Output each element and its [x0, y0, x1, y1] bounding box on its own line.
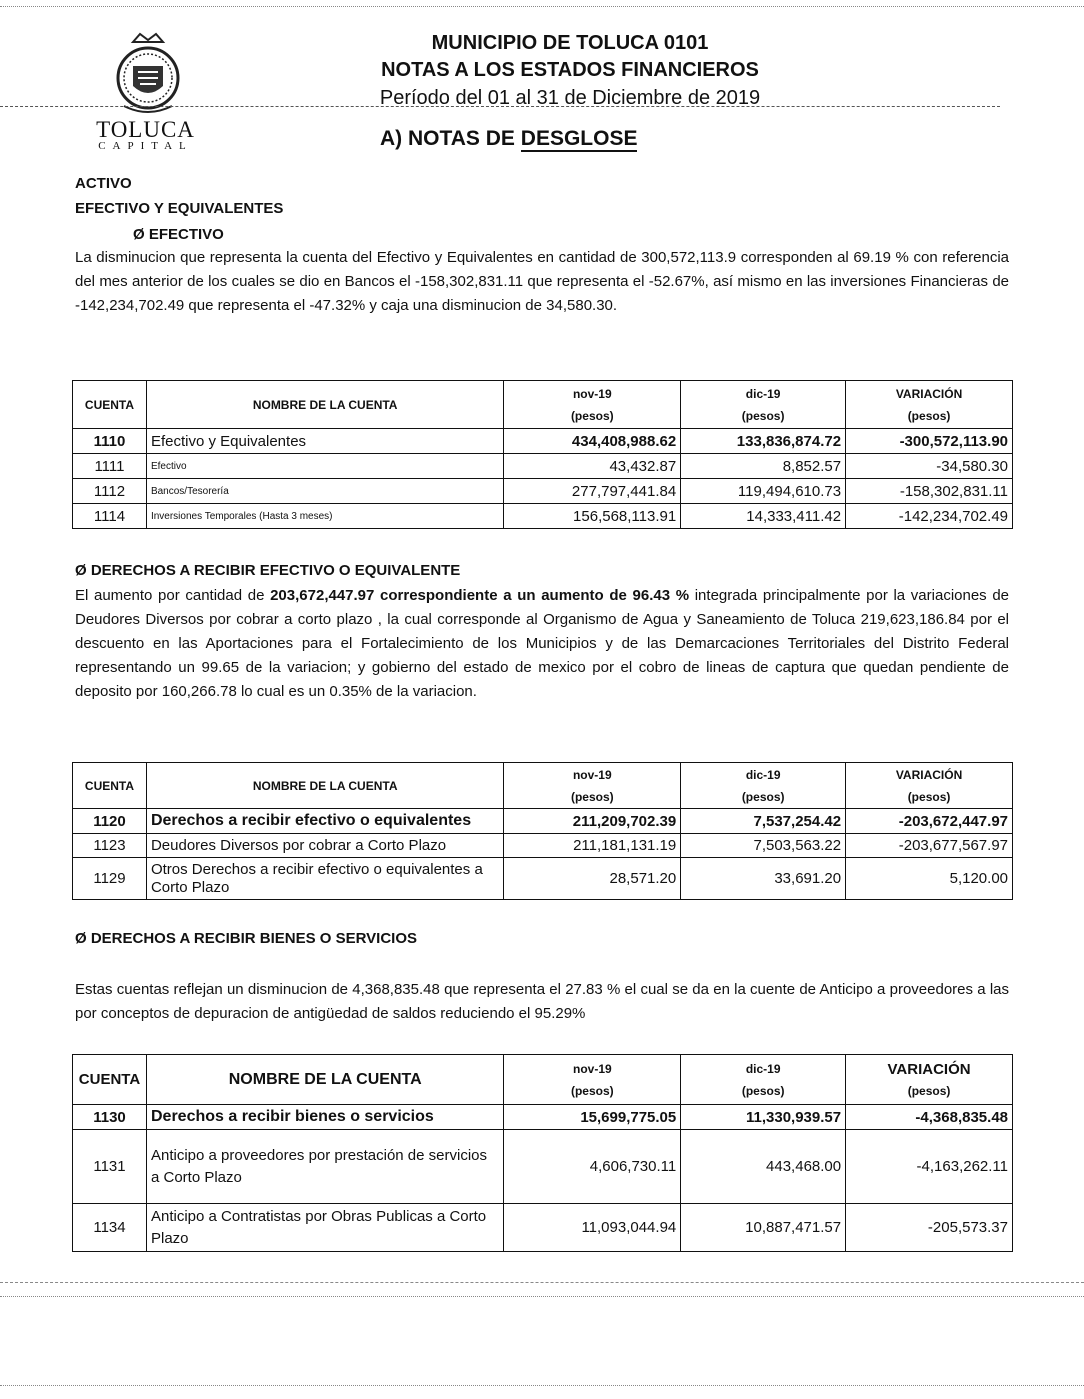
var-cell: -158,302,831.11	[846, 479, 1013, 504]
cuenta-cell: 1114	[73, 504, 147, 529]
dic-cell: 7,537,254.42	[681, 809, 846, 834]
col-var-label: VARIACIÓN	[895, 386, 963, 401]
table-row	[73, 834, 1013, 858]
col-nombre-header: NOMBRE DE LA CUENTA	[146, 1055, 503, 1105]
scan-artifact	[0, 6, 1084, 7]
table-header-row	[73, 381, 1013, 429]
col-cuenta-header: CUENTA	[73, 763, 147, 809]
var-cell: -142,234,702.49	[846, 504, 1013, 529]
col-var-header	[846, 763, 1013, 809]
var-cell: 5,120.00	[846, 858, 1013, 900]
col-dic-label: dic-19	[745, 386, 781, 401]
efectivo-bullet: Ø EFECTIVO	[133, 226, 224, 243]
nombre-cell: Derechos a recibir efectivo o equivalentes	[146, 809, 503, 834]
col-var-header	[846, 381, 1013, 429]
table-header-row	[73, 763, 1013, 809]
nombre-cell: Derechos a recibir bienes o servicios	[146, 1105, 503, 1130]
nombre-cell: Anticipo a Contratistas por Obras Publicas a Corto Plazo	[146, 1204, 503, 1252]
col-nov-header	[504, 1055, 681, 1105]
table-row	[73, 1130, 1013, 1204]
nov-cell: 4,606,730.11	[504, 1130, 681, 1204]
table-row	[73, 479, 1013, 504]
nov-cell: 211,181,131.19	[504, 834, 681, 858]
dic-cell: 8,852.57	[681, 454, 846, 479]
cuenta-cell: 1131	[73, 1130, 147, 1204]
col-cuenta-header: CUENTA	[73, 1055, 147, 1105]
nov-cell: 15,699,775.05	[504, 1105, 681, 1130]
efectivo-equivalentes-heading: EFECTIVO Y EQUIVALENTES	[75, 200, 284, 217]
var-cell: -203,677,567.97	[846, 834, 1013, 858]
cuenta-cell: 1110	[73, 429, 147, 454]
activo-heading: ACTIVO	[75, 175, 132, 192]
logo-wordmark: TOLUCA	[96, 117, 195, 142]
header-rule	[0, 106, 1000, 107]
dic-cell: 133,836,874.72	[681, 429, 846, 454]
nov-cell: 434,408,988.62	[504, 429, 681, 454]
section-title	[380, 127, 637, 151]
col-cuenta-header: CUENTA	[73, 381, 147, 429]
nov-cell: 43,432.87	[504, 454, 681, 479]
dic-cell: 33,691.20	[681, 858, 846, 900]
cuenta-cell: 1130	[73, 1105, 147, 1130]
dic-cell: 10,887,471.57	[681, 1204, 846, 1252]
var-cell: -4,368,835.48	[846, 1105, 1013, 1130]
cuenta-cell: 1111	[73, 454, 147, 479]
nov-cell: 277,797,441.84	[504, 479, 681, 504]
col-nov-label: nov-19	[572, 1061, 612, 1076]
col-nov-label: nov-19	[572, 767, 612, 782]
nombre-cell: Bancos/Tesorería	[146, 479, 503, 504]
nombre-cell: Anticipo a proveedores por prestación de servicios a Corto Plazo	[146, 1130, 503, 1204]
nombre-cell: Efectivo	[146, 454, 503, 479]
derechos-bienes-table	[72, 1054, 1013, 1252]
header-period: Período del 01 al 31 de Diciembre de 2019	[379, 87, 761, 109]
table-row	[73, 504, 1013, 529]
nombre-cell: Efectivo y Equivalentes	[146, 429, 503, 454]
col-dic-units: (pesos)	[741, 1083, 785, 1098]
nov-cell: 28,571.20	[504, 858, 681, 900]
col-nov-header	[504, 381, 681, 429]
col-var-units: (pesos)	[907, 1084, 951, 1098]
cuenta-cell: 1120	[73, 809, 147, 834]
cuenta-cell: 1112	[73, 479, 147, 504]
nombre-cell: Otros Derechos a recibir efectivo o equivalentes a Corto Plazo	[146, 858, 503, 900]
paragraph-body: integrada principalmente por la variaciones de Deudores Diversos por cobrar a corto plazo , la cual corresponde al Organismo de Agua y Saneamiento de Toluca 219,623,186.84 por el descuento en las Aportaciones para el Fortalecimiento de los Municipios y de las Demarcaciones Territoriales del Distrito Federal representando un 99.65 de la variacion; y gobierno del estado de mexico por el cobro de lineas de captura que quedan pendiente de deposito por 160,266.78 lo cual es un 0.35% de la variacion.	[75, 587, 1010, 700]
col-dic-label: dic-19	[745, 1061, 781, 1076]
scan-artifact	[0, 1296, 1084, 1297]
derechos-bienes-paragraph: Estas cuentas reflejan un disminucion de 4,368,835.48 que representa el 27.83 % el cual se da en la cuente de Anticipo a proveedores a las por conceptos de depuracion de antigüedad de saldos reduciendo el 95.29%	[75, 981, 1009, 1022]
derechos-efectivo-table	[72, 762, 1013, 900]
nov-cell: 11,093,044.94	[504, 1204, 681, 1252]
logo-subtitle: CAPITAL	[98, 140, 193, 152]
table-row	[73, 809, 1013, 834]
col-nombre-header: NOMBRE DE LA CUENTA	[146, 763, 503, 809]
col-nombre-header: NOMBRE DE LA CUENTA	[146, 381, 503, 429]
paragraph-highlight: 203,672,447.97 correspondiente a un aumento de 96.43 %	[270, 587, 690, 604]
cuenta-cell: 1123	[73, 834, 147, 858]
nov-cell: 156,568,113.91	[504, 504, 681, 529]
shield-crest-icon	[88, 28, 208, 118]
derechos-bienes-heading: Ø DERECHOS A RECIBIR BIENES O SERVICIOS	[75, 930, 418, 947]
dic-cell: 11,330,939.57	[681, 1105, 846, 1130]
col-dic-units: (pesos)	[741, 789, 785, 804]
col-nov-header	[504, 763, 681, 809]
nombre-cell: Inversiones Temporales (Hasta 3 meses)	[146, 504, 503, 529]
table-header-row	[73, 1055, 1013, 1105]
dic-cell: 443,468.00	[681, 1130, 846, 1204]
table-row	[73, 858, 1013, 900]
col-dic-header	[681, 763, 846, 809]
col-nov-units: (pesos)	[570, 408, 614, 423]
cuenta-cell: 1134	[73, 1204, 147, 1252]
dic-cell: 14,333,411.42	[681, 504, 846, 529]
col-nov-units: (pesos)	[570, 1083, 614, 1098]
header-notes-title: NOTAS A LOS ESTADOS FINANCIEROS	[381, 59, 759, 81]
dic-cell: 7,503,563.22	[681, 834, 846, 858]
cuenta-cell: 1129	[73, 858, 147, 900]
scan-artifact	[0, 1282, 1084, 1283]
derechos-efectivo-heading: Ø DERECHOS A RECIBIR EFECTIVO O EQUIVALENTE	[75, 562, 461, 579]
col-nov-label: nov-19	[572, 386, 612, 401]
table-row	[73, 454, 1013, 479]
var-cell: -300,572,113.90	[846, 429, 1013, 454]
dic-cell: 119,494,610.73	[681, 479, 846, 504]
nombre-cell: Deudores Diversos por cobrar a Corto Plazo	[146, 834, 503, 858]
col-var-units: (pesos)	[907, 789, 951, 804]
col-var-units: (pesos)	[907, 408, 951, 423]
derechos-efectivo-paragraph	[75, 584, 1009, 704]
efectivo-paragraph: La disminucion que representa la cuenta del Efectivo y Equivalentes en cantidad de 300,572,113.9 corresponden al 69.19 % con referencia del mes anterior de los cuales se dio en Bancos el -158,302,831.11 que representa el -52.67%, así mismo en las inversiones Financieras de -142,234,702.49 que representa el -47.32% y caja una disminucion de 34,580.30.	[75, 249, 1009, 314]
section-title-prefix: A) NOTAS DE	[380, 127, 521, 150]
var-cell: -34,580.30	[846, 454, 1013, 479]
table-row	[73, 1105, 1013, 1130]
col-var-header	[846, 1055, 1013, 1105]
var-cell: -205,573.37	[846, 1204, 1013, 1252]
col-dic-header	[681, 381, 846, 429]
scan-artifact	[0, 1385, 1084, 1386]
section-title-underlined: DESGLOSE	[520, 127, 638, 150]
col-dic-units: (pesos)	[741, 408, 785, 423]
col-var-label: VARIACIÓN	[887, 1061, 971, 1078]
table-row	[73, 1204, 1013, 1252]
var-cell: -4,163,262.11	[846, 1130, 1013, 1204]
var-cell: -203,672,447.97	[846, 809, 1013, 834]
nov-cell: 211,209,702.39	[504, 809, 681, 834]
col-dic-header	[681, 1055, 846, 1105]
col-var-label: VARIACIÓN	[895, 767, 963, 782]
table-row	[73, 429, 1013, 454]
efectivo-table	[72, 380, 1013, 529]
col-dic-label: dic-19	[745, 767, 781, 782]
col-nov-units: (pesos)	[570, 789, 614, 804]
paragraph-intro: El aumento por cantidad de	[75, 587, 271, 604]
header-municipality: MUNICIPIO DE TOLUCA 0101	[431, 32, 709, 54]
